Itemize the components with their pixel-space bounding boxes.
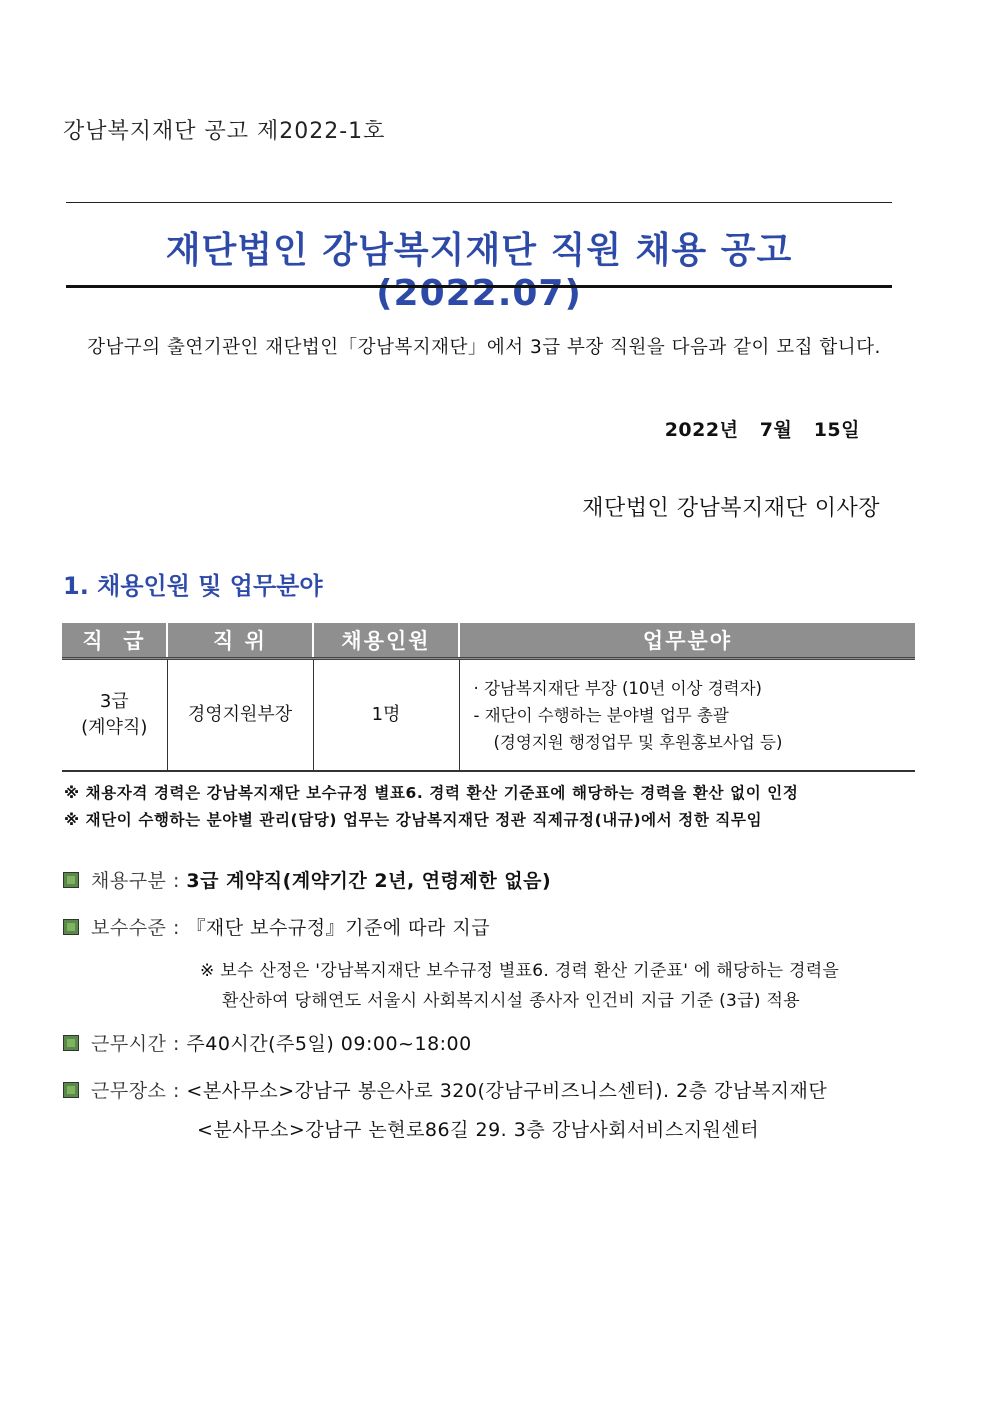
duty-line-2: - 재단이 수행하는 분야별 업무 총괄 [473, 705, 729, 725]
employment-type-label: 채용구분 : [91, 870, 187, 892]
square-bullet-icon [63, 872, 79, 888]
place-line-2: <분사무소>강남구 논현로86길 29. 3층 강남사회서비스지원센터 [197, 1119, 760, 1141]
square-bullet-icon [63, 1035, 79, 1051]
grade-line-1: 3급 [99, 691, 129, 712]
pay-note-line-1: ※ 보수 산정은 '강남복지재단 보수규정 별표6. 경력 환산 기준표' 에 해당하는 경력을 [200, 961, 840, 981]
square-bullet-icon [63, 1082, 79, 1098]
table-row [62, 659, 915, 772]
note-duty-scope: ※ 재단이 수행하는 분야별 관리(담당) 업무는 강남복지재단 정관 직제규정(내규)에서 정한 직무임 [64, 811, 763, 829]
notice-date: 2022년 7월 15일 [664, 419, 860, 441]
hours-row [63, 1029, 472, 1056]
title-top-rule [66, 202, 892, 203]
col-header-grade: 직 급 [62, 623, 167, 659]
note-qualification: ※ 채용자격 경력은 강남복지재단 보수규정 별표6. 경력 환산 기준표에 해당하는 경력을 환산 없이 인정 [64, 784, 799, 802]
col-header-headcount: 채용인원 [313, 623, 459, 659]
grade-line-2: (계약직) [81, 717, 148, 738]
title-bottom-rule [66, 285, 892, 288]
duty-line-3: (경영지원 행정업무 및 후원홍보사업 등) [493, 732, 783, 752]
table-header-row [62, 623, 915, 659]
notice-number: 강남복지재단 공고 제2022-1호 [63, 119, 386, 144]
section-heading: 1. 채용인원 및 업무분야 [63, 572, 323, 600]
duty-line-1: · 강남복지재단 부장 (10년 이상 경력자) [473, 678, 762, 698]
hours-value: 주40시간(주5일) 09:00~18:00 [186, 1033, 472, 1055]
place-label: 근무장소 : [91, 1080, 187, 1102]
col-header-position: 직 위 [167, 623, 313, 659]
hours-label: 근무시간 : [91, 1033, 187, 1055]
recruitment-table [62, 623, 915, 772]
pay-value: 『재단 보수규정』기준에 따라 지급 [186, 917, 491, 939]
place-row [63, 1076, 827, 1103]
cell-position: 경영지원부장 [167, 659, 313, 772]
cell-duty [459, 659, 915, 772]
intro-text: 강남구의 출연기관인 재단법인「강남복지재단」에서 3급 부장 직원을 다음과 같이 모집 합니다. [87, 337, 881, 358]
square-bullet-icon [63, 919, 79, 935]
place-line-1: <본사무소>강남구 봉은사로 320(강남구비즈니스센터). 2층 강남복지재단 [186, 1080, 828, 1102]
col-header-duty: 업무분야 [459, 623, 915, 659]
pay-row [63, 913, 490, 940]
issuer: 재단법인 강남복지재단 이사장 [582, 496, 880, 521]
pay-note-line-2: 환산하여 당해연도 서울시 사회복지시설 종사자 인건비 지급 기준 (3급) 적용 [222, 991, 800, 1011]
page-title: 재단법인 강남복지재단 직원 채용 공고(2022.07) [165, 230, 793, 314]
employment-type-value: 3급 계약직(계약기간 2년, 연령제한 없음) [186, 870, 552, 892]
pay-label: 보수수준 : [91, 917, 187, 939]
cell-grade [62, 659, 167, 772]
cell-headcount: 1명 [313, 659, 459, 772]
employment-type-row [63, 866, 551, 893]
